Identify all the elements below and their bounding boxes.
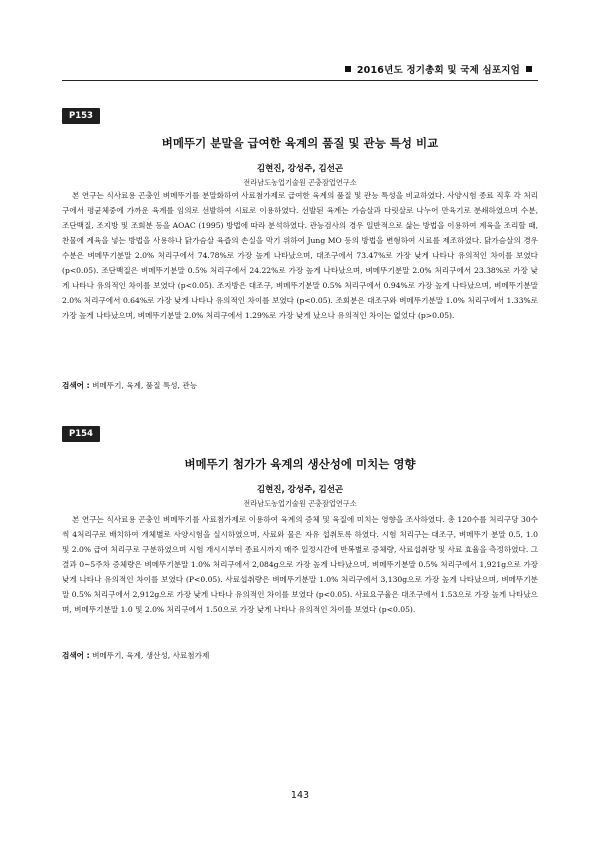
paper-keywords (62, 380, 538, 391)
paper-authors: 김현진, 강성주, 김선곤 (256, 164, 344, 174)
paper-authors: 김현진, 강성주, 김선곤 (256, 485, 344, 495)
header-title: 2016년도 정기총회 및 국제 심포지엄 (356, 65, 520, 76)
paper-id-badge: P153 (62, 108, 100, 124)
keywords-label: 검색어 : (62, 381, 90, 390)
paper-keywords (62, 650, 538, 661)
running-header (62, 58, 538, 81)
keywords-text: 벼메뚜기, 육계, 품질 특성, 관능 (92, 381, 198, 390)
paper-title: 벼메뚜기 분말을 급여한 육계의 품질 및 관능 특성 비교 (161, 136, 439, 150)
square-bullet-icon (526, 66, 532, 72)
paper-title: 벼메뚜기 첨가가 육계의 생산성에 미치는 영향 (184, 457, 416, 471)
paper-id-badge: P154 (62, 426, 100, 442)
page-number: 143 (290, 790, 310, 801)
paper-abstract: 본 연구는 식사료용 곤충인 벼메뚜기를 분말화하여 사료첨가제로 급여한 육계의 품질 및 관능 특성을 비교하였다. 사양시험 종료 직후 각 처리구에서 평균체중에 가까운 육계를 임의로 선발하여 시료로 이용하였다. 선발된 육계는 가슴살과 다릿살로 나누어 만육기로 분쇄하였으며 수분, 조단백질, 조지방 및 조회분 등을 AOAC (1995) 방법에 따라 분석하였다. 관능검사의 경우 일반적으로 삶는 방법을 이용하여 계육을 조리할 때, 찬물에 계육을 넣는 방법을 사용하나 닭가슴살 육즙의 손실을 막기 위하여 Jung MO 등의 방법을 변형하여 시료를 제조하였다. 닭가슴살의 경우 수분은 벼메뚜기분말 2.0% 처리구에서 74.78%로 가장 높게 나타났으며, 대조구에서 73.47%로 가장 낮게 나타나 유의적인 차이를 보였다 (p<0.05). 조단백질은 벼메뚜기분말 0.5% 처리구에서 24.22%로 가장 높게 나타났으며, 벼메뚜기분말 2.0% 처리구에서 23.38%로 가장 낮게 나타나 유의적인 차이를 보였다 (p<0.05). 조지방은 대조구, 벼메뚜기분말 0.5% 처리구에서 0.94%로 가장 높게 나타났으며, 벼메뚜기분말 2.0% 처리구에서 0.64%로 가장 낮게 나타나 유의적인 차이를 보였다 (p<0.05). 조회분은 대조구와 벼메뚜기분말 1.0% 처리구에서 1.33%로 가장 높게 나타났으며, 벼메뚜기분말 2.0% 처리구에서 1.29%로 가장 낮게 났으나 유의적인 차이는 없었다 (p>0.05). (62, 191, 538, 320)
keywords-label: 검색어 : (62, 651, 90, 660)
paper-affiliation: 전라남도농업기술원 곤충잠업연구소 (243, 178, 357, 187)
keywords-text: 벼메뚜기, 육계, 생산성, 사료첨가제 (92, 651, 210, 660)
square-bullet-icon (345, 66, 351, 72)
paper-affiliation: 전라남도농업기술원 곤충잠업연구소 (243, 499, 357, 508)
paper-abstract: 본 연구는 식사료용 곤충인 벼메뚜기를 사료첨가제로 이용하여 육계의 증체 및 육질에 미치는 영향을 조사하였다. 총 120수를 처리구당 30수씩 4처리구로 배치하여 개체별로 사양시험을 실시하였으며, 사료와 물은 자유 섭취토록 하였다. 시험 처리구는 대조구, 벼메뚜기 분말 0.5, 1.0 및 2.0% 급여 처리구로 구분하였으며 시험 개시시부터 종료시까지 매주 일정시간에 반복별로 증체량, 사료섭취량 및 사료 효율을 측정하였다. 그 결과 0∼5주차 증체량은 벼메뚜기분말 1.0% 처리구에서 2,084g으로 가장 높게 나타났으며, 벼메뚜기분말 0.5% 처리구에서 1,921g으로 가장 낮게 나타나 유의적인 차이를 보였다 (P<0.05). 사료섭취량은 벼메뚜기분말 1.0% 처리구에서 3,130g으로 가장 높게 나타났으며, 벼메뚜기분말 0.5% 처리구에서 2,912g으로 가장 낮게 나타나 유의적인 차이를 보였다 (p<0.05). 사료요구율은 대조구에서 1.53으로 가장 높게 나타났으며, 벼메뚜기분말 1.0 및 2.0% 처리구에서 1.50으로 가장 낮게 나타나 유의적인 차이를 보였다 (p<0.05). (62, 515, 538, 614)
